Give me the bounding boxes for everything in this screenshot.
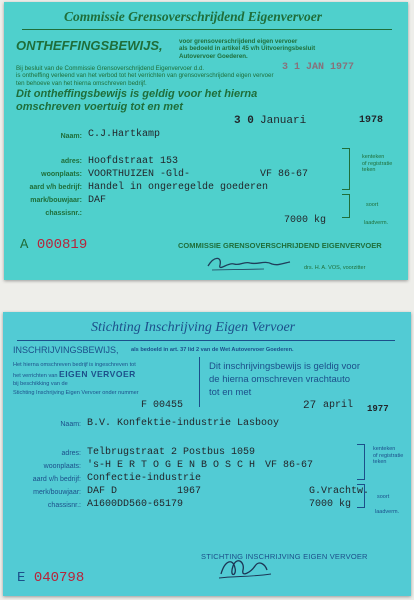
- card1-validity-text: Dit ontheffingsbewijs is geldig voor het hierna omschreven voertuig tot en met: [16, 88, 258, 113]
- card1-valid-until-month: Januari: [260, 115, 307, 127]
- value-aard: Handel in ongeregelde goederen: [88, 182, 269, 193]
- card2-value-adres: Telbrugstraat 2 Postbus 1059: [87, 447, 256, 458]
- card2-header-underline: [17, 340, 395, 341]
- card1-plate: VF 86-67: [260, 169, 309, 180]
- label-woonplaats: woonplaats:: [41, 171, 82, 178]
- card2-soort-label: soort: [377, 494, 390, 500]
- card2-value-bouwjaar: 1967: [177, 486, 202, 497]
- card1-signatory: drs. H. A. VOS, voorzitter: [304, 265, 366, 271]
- value-merk: DAF: [88, 195, 107, 206]
- card2-label-aard: aard v/h bedrijf:: [32, 476, 81, 483]
- card2-validity-text: Dit inschrijvingsbewijs is geldig voor de hierna omschreven vrachtauto tot en met: [209, 361, 361, 398]
- label-adres: adres:: [60, 158, 82, 165]
- card2-value-merk: DAF D: [87, 486, 118, 497]
- card2-signature: [215, 552, 275, 584]
- card2-label-adres: adres:: [61, 450, 81, 457]
- card1-plate-side-label: kenteken of registratie teken: [362, 154, 393, 173]
- card2-label-merk: merk/bouwjaar:: [33, 489, 81, 496]
- card2-laadverm-label: laadverm.: [375, 509, 400, 515]
- value-woonplaats: VOORTHUIZEN -Gld-: [88, 169, 191, 180]
- card2-plate: VF 86-67: [265, 460, 314, 471]
- card1-valid-until-year: 1978: [359, 115, 384, 126]
- card2-valid-until-year: 1977: [367, 404, 389, 414]
- card2-soort-value: G.Vrachtw.: [309, 486, 370, 497]
- card2-serial-number: E 040798: [17, 570, 85, 586]
- card1-signature: [204, 252, 294, 274]
- card1-laadverm-label: laadverm.: [364, 220, 389, 226]
- label-chassis: chassisnr.:: [45, 210, 82, 217]
- card2-value-naam: B.V. Konfektie-industrie Lasbooy: [87, 418, 280, 429]
- label-aard: aard v/h bedrijf:: [29, 184, 82, 191]
- card2-label-naam: Naam:: [60, 421, 81, 428]
- label-naam: Naam:: [60, 133, 82, 140]
- exemption-certificate-card: [4, 2, 408, 280]
- card2-value-chassis: A1600DD560-65179: [87, 499, 184, 510]
- card2-label-chassis: chassisnr.:: [47, 502, 81, 509]
- card2-weight: 7000 kg: [309, 499, 352, 510]
- card2-valid-until-day: 27: [303, 400, 317, 412]
- card1-header: Commissie Grensoverschrijdend Eigenvervoer: [64, 9, 322, 24]
- card2-label-woonplaats: woonplaats:: [43, 463, 81, 470]
- card2-value-woonplaats: 's-H E R T O G E N B O S C H: [87, 460, 256, 471]
- card2-value-aard: Confectie-industrie: [87, 473, 202, 484]
- card2-intro: Het hierna omschreven bedrijf is ingeschreven tot het verrichten van EIGEN VERVOER bij beschikking van de Stichting Inschrijving Eigen Vervoer onder nummer: [13, 362, 139, 396]
- card1-intro: Bij besluit van de Commissie Grensoverschrijdend Eigenvervoer d.d. is ontheffing verleend van het verbod tot het verrichten van grensoverschrijdend eigen vervoer ten behoeve van het hierna omschreven bedrijf.: [16, 65, 274, 87]
- card1-type-brace: [342, 194, 350, 218]
- card2-valid-until-month: april: [323, 400, 354, 411]
- decision-date-stamp: 3 1 JAN 1977: [282, 62, 355, 73]
- card1-title-note: voor grensoverschrijdend eigen vervoer als bedoeld in artikel 45 v/h Uitvoeringsbesluit Autovervoer Goederen.: [179, 38, 316, 60]
- card2-plate-brace: [357, 444, 365, 480]
- card1-plate-brace: [342, 148, 350, 190]
- card1-doc-title: ONTHEFFINGSBEWIJS,: [16, 38, 163, 53]
- card1-soort-label: soort: [366, 202, 379, 208]
- value-adres: Hoofdstraat 153: [88, 156, 179, 167]
- card2-doc-title: INSCHRIJVINGSBEWIJS,: [13, 345, 119, 355]
- card2-plate-side-label: kenteken of registratie teken: [373, 446, 404, 465]
- card2-validity-box: [199, 357, 201, 407]
- label-merk: mark/bouwjaar:: [30, 197, 82, 204]
- value-naam: C.J.Hartkamp: [88, 129, 161, 140]
- card1-weight: 7000 kg: [284, 215, 327, 226]
- card2-footer-org: STICHTING INSCHRIJVING EIGEN VERVOER: [201, 552, 368, 561]
- registration-certificate-card: [3, 312, 411, 596]
- card2-reg-number: F 00455: [141, 400, 184, 411]
- card2-type-brace: [357, 484, 365, 508]
- card1-header-underline: [22, 29, 392, 30]
- eigen-vervoer-mark: EIGEN VERVOER: [59, 368, 136, 379]
- card2-title-note: als bedoeld in art. 37 lid 2 van de Wet Autovervoer Goederen.: [131, 347, 294, 353]
- card1-valid-until-day: 3 0: [234, 115, 254, 127]
- card1-footer-org: COMMISSIE GRENSOVERSCHRIJDEND EIGENVERVOER: [178, 241, 382, 250]
- card2-header: Stichting Inschrijving Eigen Vervoer: [91, 320, 296, 335]
- card1-serial-number: A 000819: [20, 237, 88, 253]
